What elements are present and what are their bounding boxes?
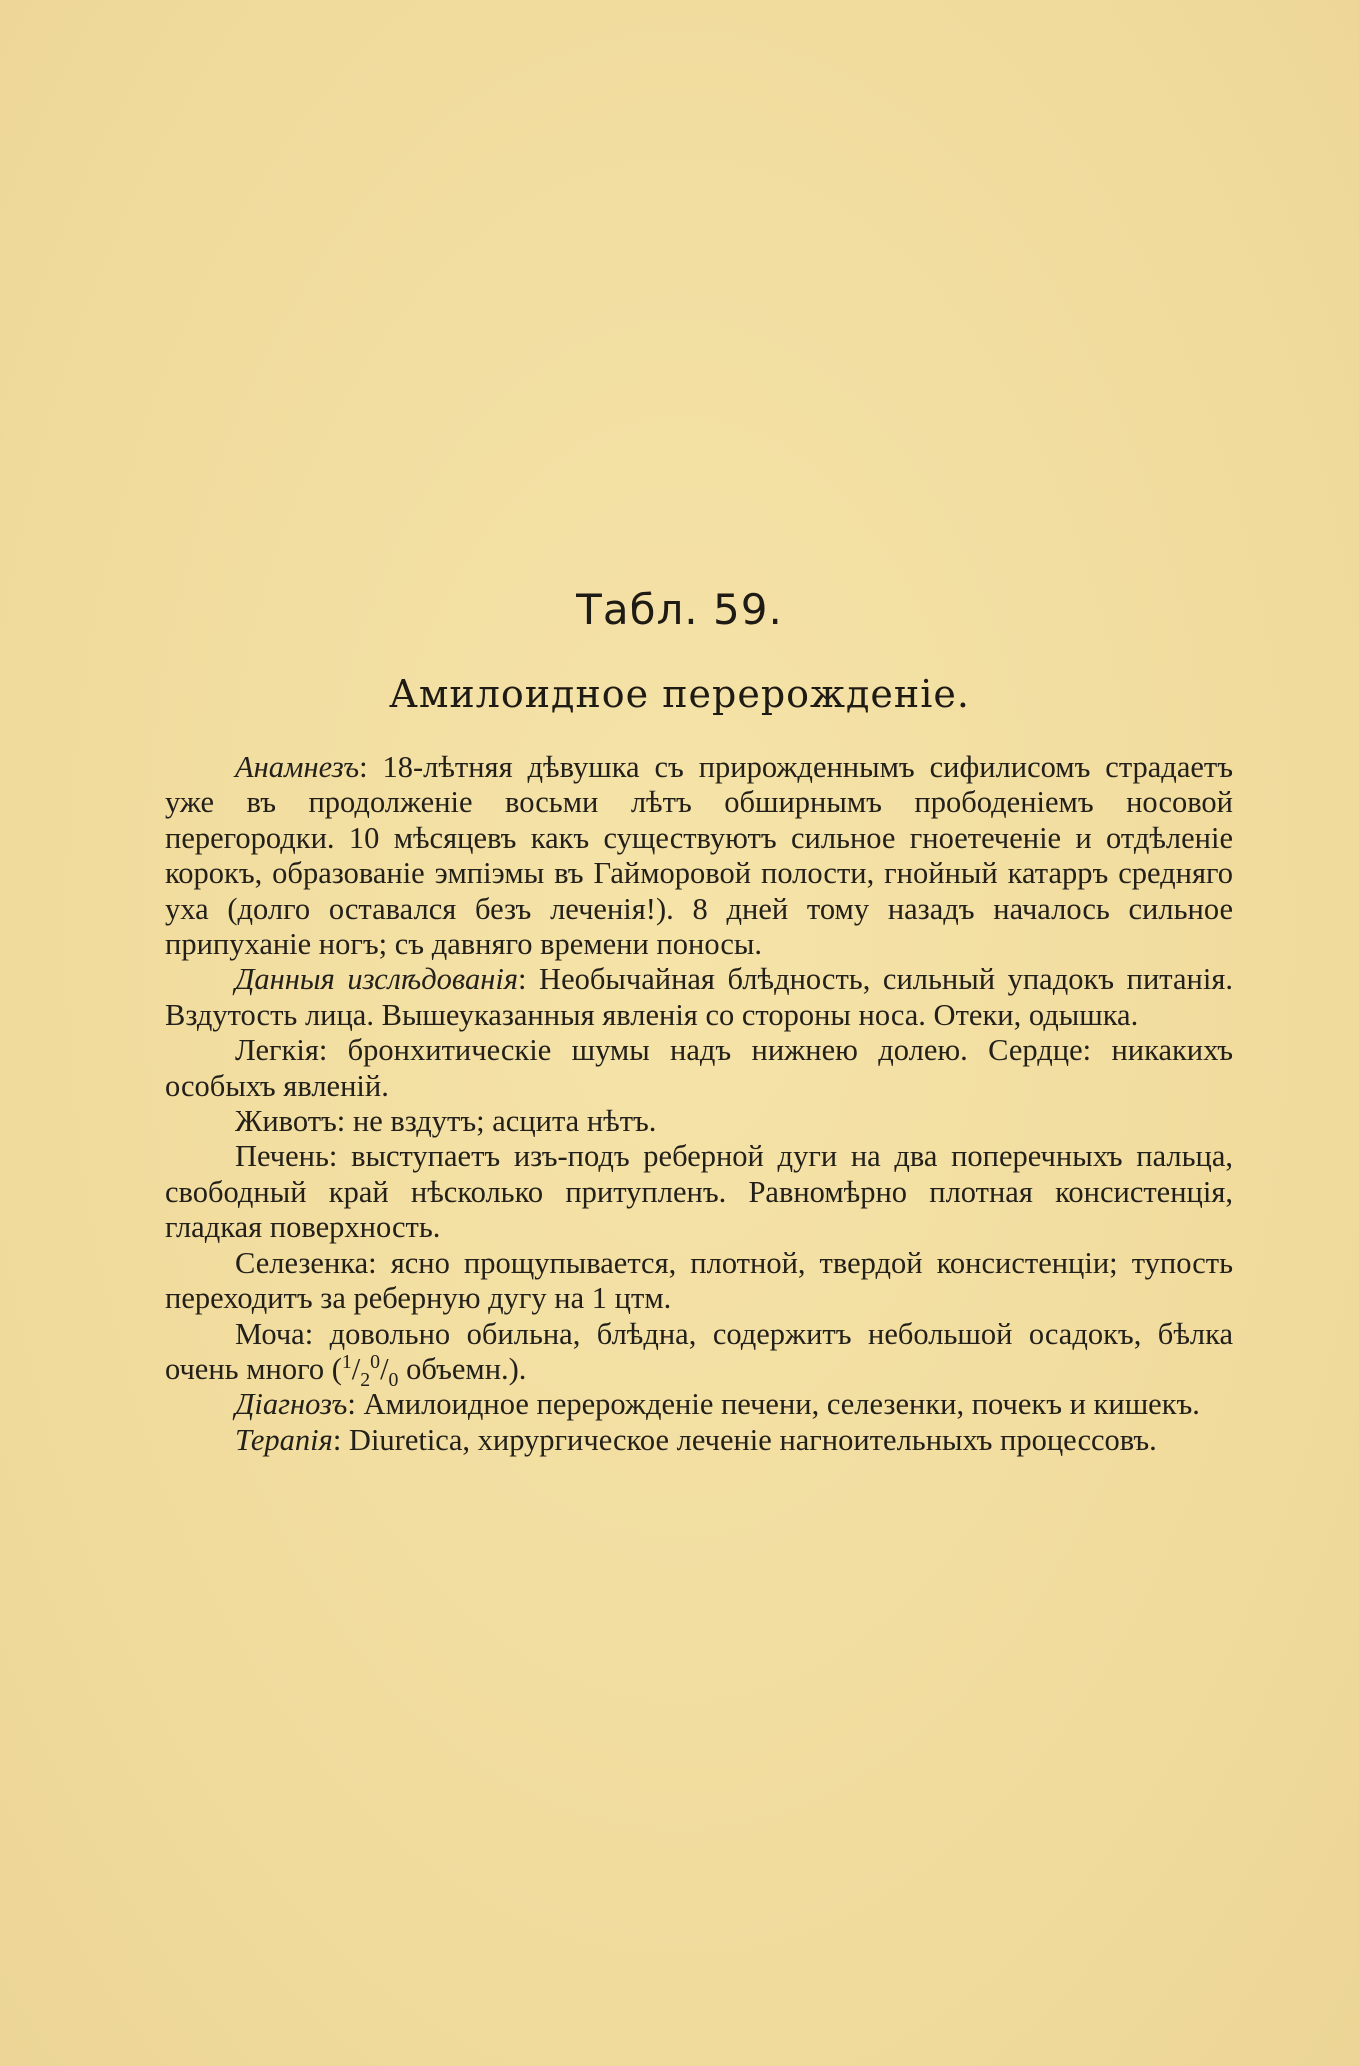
text-therapy: : Diuretica, хирургическое леченіе нагноительныхъ процессовъ.	[332, 1422, 1157, 1457]
paragraph-liver	[165, 1139, 1233, 1245]
paragraph-abdomen	[165, 1104, 1233, 1139]
case-description	[165, 750, 1233, 1458]
text-liver: Печень: выступаетъ изъ-подъ реберной дуги на два поперечныхъ пальца, свободный край нѣсколько притупленъ. Равномѣрно плотная консистенція, гладкая поверхность.	[165, 1139, 1233, 1245]
paragraph-therapy	[165, 1423, 1233, 1458]
lead-diagnosis: Діагнозъ	[235, 1387, 348, 1422]
page-heading: Амилоидное перерожденіе.	[389, 672, 970, 716]
paragraph-lungs	[165, 1033, 1233, 1104]
paragraph-findings	[165, 962, 1233, 1033]
text-abdomen: Животъ: не вздутъ; асцита нѣтъ.	[235, 1104, 657, 1139]
percent-slash: /	[380, 1351, 389, 1386]
text-findings: : Необычайная блѣдность, сильный упадокъ питанія. Вздутость лица. Вышеуказанныя явленія со стороны носа. Отеки, одышка.	[165, 962, 1233, 1032]
fraction-slash: /	[351, 1351, 361, 1386]
lead-findings: Данныя изслѣдованія	[235, 962, 518, 997]
paragraph-urine	[165, 1316, 1233, 1391]
text-diagnosis: : Амилоидное перерожденіе печени, селезенки, почекъ и кишекъ.	[347, 1387, 1200, 1422]
paragraph-diagnosis	[165, 1387, 1233, 1422]
text-lungs: Легкія: бронхитическіе шумы надъ нижнею долею. Сердце: никакихъ особыхъ явленій.	[165, 1033, 1233, 1103]
text-spleen: Селезенка: ясно прощупывается, плотной, твердой консистенціи; тупость переходитъ за реберную дугу на 1 цтм.	[165, 1245, 1233, 1316]
text-anamnesis: : 18-лѣтняя дѣвушка съ прирожденнымъ сифилисомъ страдаетъ уже въ продолженіе восьми лѣтъ обширнымъ прободеніемъ носовой перегородки. 10 мѣсяцевъ какъ существуютъ сильное гноетеченіе и отдѣленіе корокъ, образованіе эмпіэмы въ Гайморовой полости, гнойный катарръ средняго уха (долго оставался безъ леченія!). 8 дней тому назадъ началось сильное припуханіе ногъ; съ давняго времени поносы.	[165, 750, 1233, 962]
text-urine-end: объемн.).	[398, 1351, 527, 1386]
fraction-denominator: 2	[360, 1369, 371, 1391]
fraction-numerator: 1	[341, 1350, 352, 1373]
plate-number: Табл. 59.	[576, 585, 783, 634]
text-urine: Моча: довольно обильна, блѣдна, содержитъ небольшой осадокъ, бѣлка очень много (	[165, 1316, 1233, 1386]
percent-top: 0	[370, 1350, 381, 1373]
paragraph-anamnesis	[165, 750, 1233, 962]
paragraph-spleen	[165, 1246, 1233, 1317]
lead-therapy: Терапія	[235, 1422, 333, 1457]
percent-bottom: 0	[388, 1369, 399, 1391]
lead-anamnesis: Анамнезъ	[235, 750, 360, 784]
